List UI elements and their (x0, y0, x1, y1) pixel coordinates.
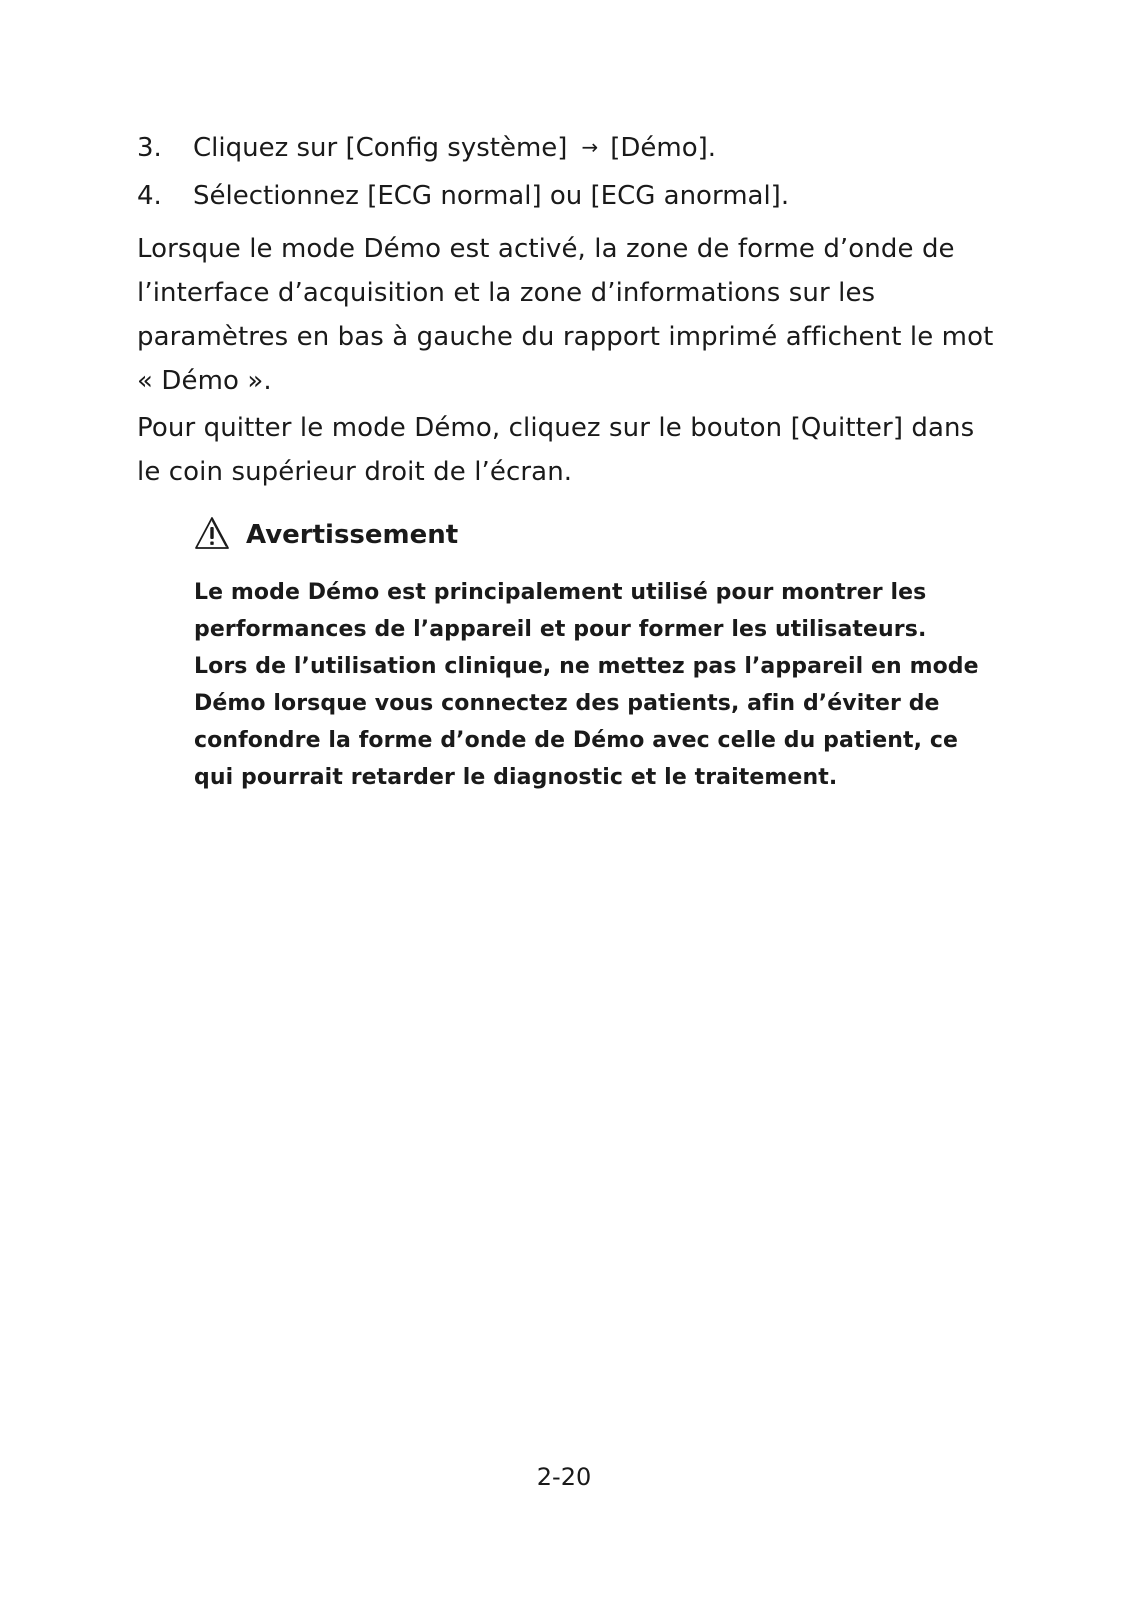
warning-box (194, 512, 984, 796)
warning-header (194, 512, 984, 556)
warning-text: Le mode Démo est principalement utilisé pour montrer les performances de l’appareil et pour former les utilisateurs. Lors de l’utilisation clinique, ne mettez pas l’appareil en mode Démo lorsque vous connectez des patients, afin d’éviter de confondre la forme d’onde de Démo avec celle du patient, ce qui pourrait retarder le diagnostic et le traitement. (194, 580, 979, 790)
warning-triangle-icon (194, 516, 230, 550)
arrow-right-icon: → (581, 135, 599, 159)
step-text: Sélectionnez [ECG normal] ou [ECG anormal]. (193, 181, 790, 211)
step-text: Cliquez sur [Config système] (193, 133, 568, 163)
step-text-after: [Démo]. (610, 133, 717, 163)
quit-demo-paragraph: Pour quitter le mode Démo, cliquez sur le bouton [Quitter] dans le coin supérieur droit de l’écran. (137, 413, 975, 487)
demo-mode-paragraph: Lorsque le mode Démo est activé, la zone de forme d’onde de l’interface d’acquisition et la zone d’informations sur les paramètres en bas à gauche du rapport imprimé affichent le mot « Démo ». (137, 234, 994, 396)
step-4 (137, 180, 997, 212)
step-3 (137, 132, 997, 165)
step-number: 4. (137, 181, 162, 211)
step-number: 3. (137, 133, 162, 163)
document-content (137, 132, 997, 497)
warning-title: Avertissement (246, 520, 459, 550)
page-number: 2-20 (536, 1463, 592, 1491)
